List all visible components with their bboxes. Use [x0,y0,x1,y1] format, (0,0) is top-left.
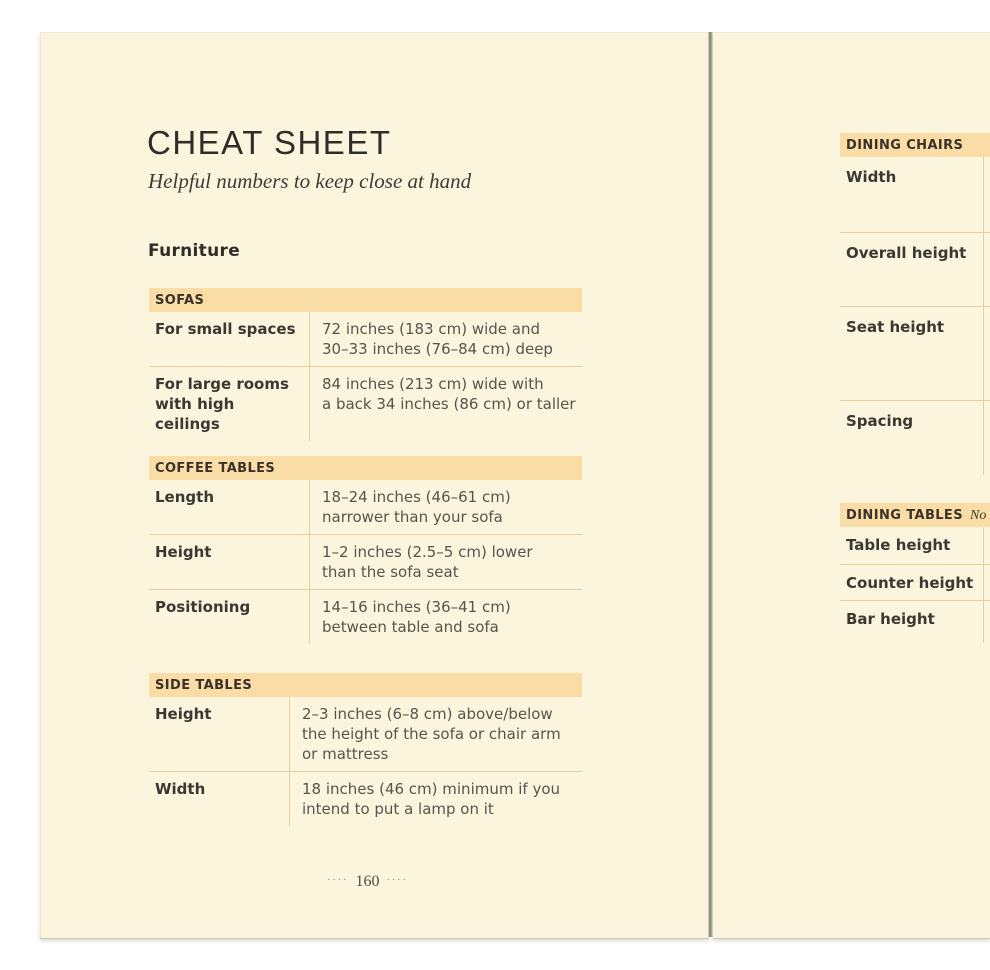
table-dining-tables [840,503,990,643]
table-header [149,456,582,480]
row-value [983,157,990,232]
table-header [149,673,582,697]
table-row [149,771,582,826]
row-value: 84 inches (213 cm) wide with a back 34 inches (86 cm) or taller [309,367,582,441]
page-number-value: 160 [355,873,380,890]
table-row [149,366,582,441]
row-label: Seat height [846,318,945,336]
table-row [840,564,990,600]
row-label: For small spaces [155,320,296,338]
row-value [983,401,990,475]
row-value [983,565,990,600]
table-header-label: COFFEE TABLES [155,461,276,476]
table-row [840,400,990,475]
table-row [840,306,990,400]
row-value: 14–16 inches (36–41 cm) between table and sofa [309,590,582,644]
page-title: CHEAT SHEET [147,124,392,161]
row-value [983,601,990,643]
row-value [983,307,990,400]
table-coffee-tables [149,456,582,644]
page-subtitle: Helpful numbers to keep close at hand [148,169,472,193]
row-label: For large rooms with high ceilings [155,375,289,433]
row-label: Positioning [155,598,251,616]
row-value: 18 inches (46 cm) minimum if you intend to put a lamp on it [289,772,582,826]
row-value: 18–24 inches (46–61 cm) narrower than your sofa [309,480,582,534]
page-number-dots: ···· [386,875,408,886]
row-value [983,527,990,564]
row-label: Counter height [846,574,974,592]
table-header-label: SOFAS [155,293,205,308]
table-row [149,534,582,589]
row-label: Overall height [846,244,967,262]
table-header [149,288,582,312]
row-label: Length [155,488,214,506]
row-label: Height [155,705,212,723]
table-row [149,589,582,644]
page-number-dots: ···· [327,875,349,886]
right-page [713,32,990,938]
table-header [840,503,990,527]
row-label: Spacing [846,412,914,430]
section-heading: Furniture [148,241,241,261]
table-header [840,133,990,157]
row-value [983,233,990,306]
row-value: 2–3 inches (6–8 cm) above/below the height of the sofa or chair arm or mattress [289,697,582,771]
table-row [840,232,990,306]
row-label: Bar height [846,610,935,628]
table-side-tables [149,673,582,826]
table-row [840,527,990,564]
table-row [149,312,582,366]
row-label: Table height [846,536,951,554]
left-page [40,32,709,938]
row-label: Width [846,168,897,186]
row-value: 72 inches (183 cm) wide and 30–33 inches (76–84 cm) deep [309,312,582,366]
table-dining-chairs [840,133,990,475]
table-row [840,600,990,643]
table-header-note: No [969,508,987,523]
page-number [151,873,584,891]
table-header-label: DINING CHAIRS [846,138,964,153]
row-value: 1–2 inches (2.5–5 cm) lower than the sofa seat [309,535,582,589]
table-sofas [149,288,582,441]
table-row [149,697,582,771]
row-label: Width [155,780,206,798]
table-row [840,157,990,232]
row-label: Height [155,543,212,561]
table-header-label: SIDE TABLES [155,678,253,693]
table-row [149,480,582,534]
table-header-label: DINING TABLES [846,508,963,523]
